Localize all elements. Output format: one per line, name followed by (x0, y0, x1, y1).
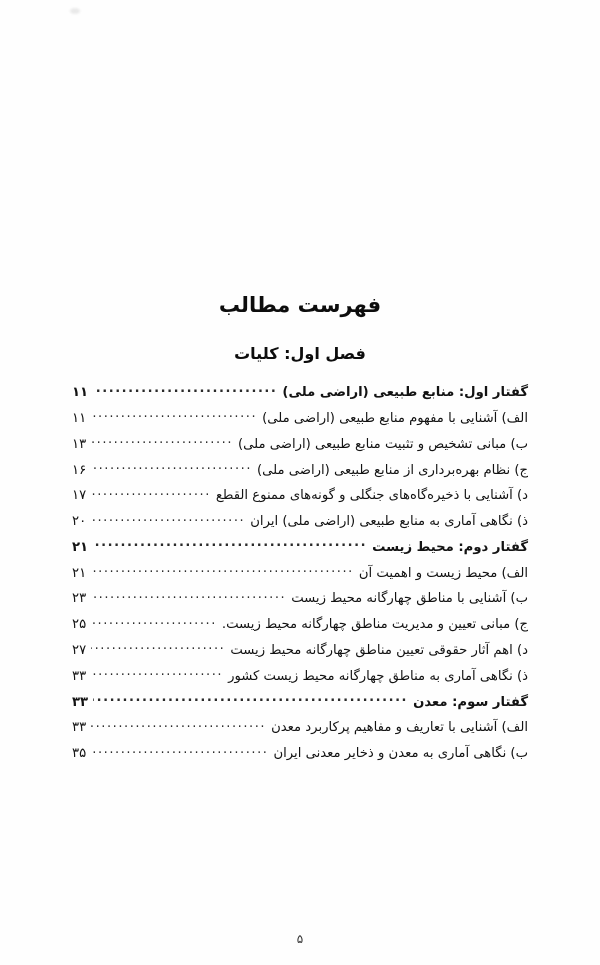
toc-dot-leader (93, 538, 367, 551)
toc-page-number: ۲۱ (72, 565, 87, 581)
toc-page-number: ۲۳ (72, 591, 87, 607)
toc-page-number: ۳۳ (72, 720, 87, 736)
toc-dot-leader (91, 409, 257, 422)
toc-dot-leader (91, 435, 233, 448)
toc-dot-leader (91, 641, 225, 654)
toc-subsection-row[interactable] (72, 435, 528, 451)
toc-entry-label: الف) محیط زیست و اهمیت آن (358, 565, 528, 581)
toc-entry-label: گفتار سوم: معدن (413, 694, 528, 710)
table-of-contents (72, 383, 528, 760)
toc-subsection-row[interactable] (72, 460, 528, 476)
toc-page-number: ۱۱ (72, 385, 89, 401)
toc-entry-label: ذ) نگاهی آماری به منابع طبیعی (اراضی ملی) ایران (250, 514, 528, 530)
toc-entry-label: گفتار دوم: محیط زیست (372, 539, 528, 555)
toc-section-row[interactable] (72, 538, 528, 554)
toc-page-number: ۲۷ (72, 643, 87, 658)
toc-page-number: ۲۵ (72, 617, 87, 633)
toc-subsection-row[interactable] (72, 409, 528, 425)
toc-subsection-row[interactable] (72, 563, 528, 579)
toc-entry-label: ج) مبانی تعیین و مدیریت مناطق چهارگانه محیط زیست. (221, 617, 528, 633)
folio-page-number: ۵ (296, 932, 304, 946)
toc-dot-leader (91, 718, 266, 731)
toc-entry-label: د) آشنایی با ذخیره‌گاه‌های جنگلی و گونه‌های ممنوع القطع (215, 488, 528, 504)
toc-dot-leader (91, 512, 245, 525)
toc-entry-label: گفتار اول: منابع طبیعی (اراضی ملی) (282, 385, 528, 401)
toc-entry-label: د) اهم آثار حقوقی تعیین مناطق چهارگانه محیط زیست (230, 643, 528, 658)
toc-entry-label: ذ) نگاهی آماری به مناطق چهارگانه محیط زیست کشور (228, 668, 528, 684)
toc-dot-leader (91, 589, 286, 602)
toc-section-row[interactable] (72, 692, 528, 708)
toc-subsection-row[interactable] (72, 486, 528, 502)
toc-dot-leader (91, 460, 252, 473)
toc-subsection-row[interactable] (72, 512, 528, 528)
toc-dot-leader (91, 744, 268, 757)
toc-dot-leader (91, 667, 223, 680)
toc-page-number: ۲۱ (72, 539, 89, 555)
toc-dot-leader (93, 383, 277, 396)
toc-page-number: ۱۷ (72, 488, 87, 504)
toc-dot-leader (91, 563, 354, 576)
toc-entry-label: الف) آشنایی با مفهوم منابع طبیعی (اراضی ملی) (262, 410, 528, 426)
toc-subsection-row[interactable] (72, 641, 528, 657)
toc-subsection-row[interactable] (72, 667, 528, 683)
toc-subsection-row[interactable] (72, 718, 528, 734)
toc-entry-label: ب) آشنایی با مناطق چهارگانه محیط زیست (291, 591, 528, 607)
toc-entry-label: ب) مبانی تشخیص و تثبیت منابع طبیعی (اراضی ملی) (238, 436, 528, 452)
toc-page-number: ۱۳ (72, 436, 87, 452)
toc-dot-leader (91, 615, 217, 628)
toc-entry-label: ب) نگاهی آماری به معدن و ذخایر معدنی ایران (273, 746, 528, 762)
page-title: فهرست مطالب (218, 293, 382, 317)
toc-page-number: ۳۳ (72, 694, 89, 710)
toc-dot-leader (93, 692, 408, 705)
toc-section-row[interactable] (72, 383, 528, 399)
toc-page-number: ۳۵ (72, 746, 87, 762)
toc-subsection-row[interactable] (72, 589, 528, 605)
toc-subsection-row[interactable] (72, 744, 528, 760)
toc-entry-label: ج) نظام بهره‌برداری از منابع طبیعی (اراضی ملی) (257, 462, 528, 478)
toc-page-number: ۱۱ (72, 410, 87, 426)
toc-entry-label: الف) آشنایی با تعاریف و مفاهیم پرکاربرد معدن (271, 720, 528, 736)
toc-dot-leader (91, 486, 211, 499)
toc-subsection-row[interactable] (72, 615, 528, 631)
toc-page-number: ۳۳ (72, 668, 87, 684)
toc-page-number: ۲۰ (72, 514, 87, 530)
toc-page-number: ۱۶ (72, 462, 87, 478)
chapter-heading: فصل اول: کلیات (234, 344, 366, 363)
